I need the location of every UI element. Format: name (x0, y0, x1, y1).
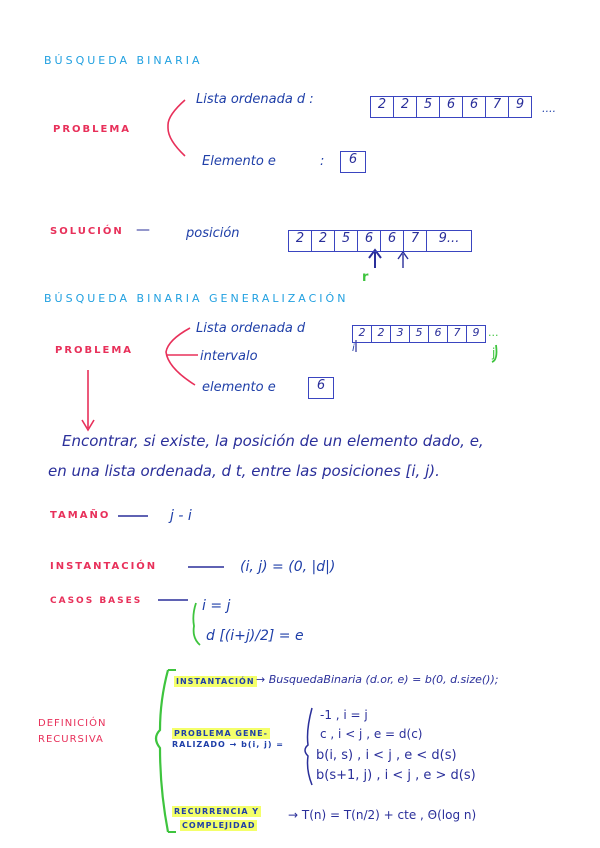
r-marker: r (362, 270, 369, 285)
array-cell: 6 (429, 326, 448, 342)
array-2-ellipsis: ... (488, 326, 499, 339)
elemento-2-label: elemento e (202, 380, 276, 395)
problema-label: PROBLEMA (53, 124, 132, 135)
array-2-box (352, 325, 486, 343)
array-cell: 5 (410, 326, 429, 342)
def-recurrencia-text: → T(n) = T(n/2) + cte , Θ(log n) (288, 808, 477, 822)
section-title-2: BÚSQUEDA BINARIA GENERALIZACIÓN (44, 292, 349, 305)
statement-line-2: en una lista ordenada, d t, entre las posiciones [i, j). (48, 462, 440, 480)
elemento-box (340, 151, 366, 173)
array-cell: 3 (391, 326, 410, 342)
solucion-dash: — (136, 222, 150, 238)
def-problema-label-2: RALIZADO → b(i, j) = (172, 740, 284, 749)
def-recurrencia-label-1: RECURRENCIA Y (174, 807, 260, 816)
elemento-label: Elemento e (202, 154, 276, 169)
section-title: BÚSQUEDA BINARIA (44, 54, 203, 67)
array-cell: 6 (463, 97, 486, 117)
case-line-3: b(i, s) , i < j , e < d(s) (316, 748, 457, 763)
case-line-4: b(s+1, j) , i < j , e > d(s) (316, 768, 476, 783)
tamano-value: j - i (170, 508, 192, 524)
solucion-label: SOLUCIÓN (50, 226, 124, 237)
def-instantacion-label: INSTANTACIÓN (176, 677, 255, 686)
array-cell: 9 (472, 326, 480, 339)
casos-bases-value-2: d [(i+j)/2] = e (206, 628, 304, 644)
array-cell: 2 (353, 326, 372, 342)
array-cell: 2 (372, 326, 391, 342)
lista-label: Lista ordenada d : (196, 92, 314, 107)
elemento-2-value: 6 (316, 378, 326, 393)
elemento-2-box (308, 377, 334, 399)
casos-bases-value-1: i = j (202, 598, 231, 614)
case-line-1: -1 , i = j (320, 708, 368, 722)
array-cell: 5 (417, 97, 440, 117)
array-cell: 9... (438, 231, 460, 246)
def-problema-label-1: PROBLEMA GENE- (174, 729, 268, 738)
array-ellipsis: .... (542, 102, 556, 115)
casos-bases-label: CASOS BASES (50, 596, 143, 606)
array-cell: 2 (394, 97, 417, 117)
array-box (370, 96, 532, 118)
array-cell: 2 (371, 97, 394, 117)
instantacion-label: INSTANTACIÓN (50, 561, 158, 572)
elemento-colon: : (320, 154, 325, 169)
solucion-text: posición (186, 226, 240, 241)
j-marker: j (492, 346, 496, 360)
problema-2-label: PROBLEMA (55, 345, 134, 356)
intervalo-text: intervalo (200, 349, 258, 364)
array-cell: 5 (335, 231, 358, 251)
elemento-value: 6 (348, 152, 358, 167)
array-cell: 9 (515, 97, 525, 112)
def-recurrencia-label-2: COMPLEJIDAD (182, 821, 256, 830)
definicion-label-1: DEFINICIÓN (38, 718, 107, 729)
case-line-2: c , i < j , e = d(c) (320, 727, 423, 741)
instantacion-value: (i, j) = (0, |d|) (240, 559, 336, 575)
i-marker: i (352, 343, 355, 354)
array-cell: 7 (448, 326, 467, 342)
array-cell: 6 (358, 231, 381, 251)
lista-2-label: Lista ordenada d (196, 321, 306, 336)
definicion-label-2: RECURSIVA (38, 734, 104, 745)
array-cell: 7 (404, 231, 427, 251)
array-cell: 6 (440, 97, 463, 117)
array-cell: 6 (381, 231, 404, 251)
def-instantacion-text: → BusquedaBinaria (d.or, e) = b(0, d.size()); (256, 673, 499, 686)
tamano-label: TAMAÑO (50, 510, 111, 521)
array-cell: 2 (312, 231, 335, 251)
array-cell: 2 (289, 231, 312, 251)
solucion-array-box (288, 230, 472, 252)
array-cell: 7 (486, 97, 509, 117)
statement-line-1: Encontrar, si existe, la posición de un elemento dado, e, (62, 432, 484, 450)
